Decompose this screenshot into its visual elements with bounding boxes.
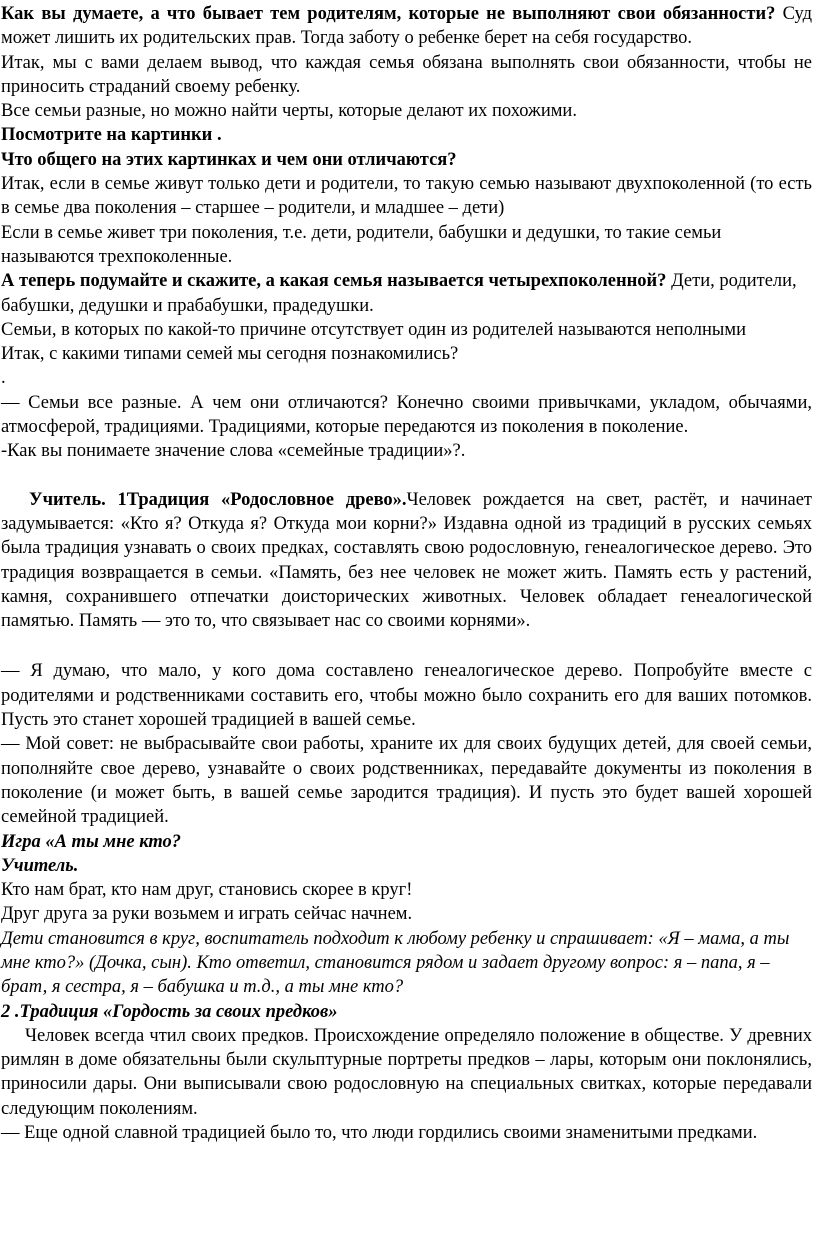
question-bold: Как вы думаете, а что бывает тем родителям, которые не выполняют свои обязанности? bbox=[1, 4, 776, 24]
paragraph-three-generation: Если в семье живет три поколения, т.е. дети, родители, бабушки и дедушки, то такие семьи называются трехпоколенные. bbox=[1, 222, 722, 267]
paragraph-single-parent: Семьи, в которых по какой-то причине отсутствует один из родителей называются неполными bbox=[1, 319, 746, 340]
heading-game: Игра «А ты мне кто? bbox=[1, 831, 181, 852]
paragraph-famous-ancestors: — Еще одной славной традицией было то, что люди гордились своими знаменитыми предками. bbox=[1, 1123, 758, 1144]
paragraph-consequences bbox=[1, 2, 812, 51]
rhyme-line-1: Кто нам брат, кто нам друг, становись скорее в круг! bbox=[1, 880, 413, 901]
blank-line bbox=[1, 464, 812, 488]
paragraph-teacher-advice: — Мой совет: не выбрасывайте свои работы, храните их для своих будущих детей, для своей семьи, пополняйте свое дерево, узнавайте о своих родственниках, передавайте документы из поколения в поколение (и может быть, в вашей семье зародится традиция). И пусть это будет вашей хорошей семейной традицией. bbox=[1, 734, 812, 828]
answer-text: Суд может лишить их родительских прав. Тогда заботу о ребенке берет на себя государство. bbox=[1, 4, 812, 49]
paragraph-traditions: — Семьи все разные. А чем они отличаются? Конечно своими привычками, укладом, обычаями, атмосферой, традициями. Традициями, которые передаются из поколения в поколение. bbox=[1, 392, 812, 438]
family-tree-text: Человек рождается на свет, растёт, и начинает задумывается: «Кто я? Откуда я? Откуда мои корни?» Издавна одной из традиций в русских семьях была традиция узнавать о своих предках, составлять свою родословную, генеалогическое дерево. Это традиция возвращается в семьи. «Память, без нее человек не может жить. Память есть у растений, камня, сохранившего отпечатки доисторических животных. Человек обладает генеалогической памятью. Память — это то, что связывает нас со своими корнями». bbox=[1, 489, 812, 632]
rhyme-line-2: Друг друга за руки возьмем и играть сейчас начнем. bbox=[1, 904, 413, 925]
paragraph-families-different: Все семьи разные, но можно найти черты, которые делают их похожими. bbox=[1, 101, 577, 122]
paragraph-ancestors: Человек всегда чтил своих предков. Происхождение определяло положение в обществе. У древних римлян в доме обязательны были скульптурные портреты предков – лары, которым они поклонялись, приносили дары. Они выписывали свою родословную на специальных свитках, которые передавали следующим поколениям. bbox=[1, 1025, 812, 1119]
heading-pride-ancestors: 2 .Традиция «Гордость за своих предков» bbox=[1, 1001, 338, 1022]
paragraph-traditions-question: -Как вы понимаете значение слова «семейные традиции»?. bbox=[1, 441, 466, 462]
paragraph-family-types-question: Итак, с какими типами семей мы сегодня познакомились? bbox=[1, 344, 459, 365]
paragraph-family-tree bbox=[1, 488, 812, 634]
heading-family-tree: Учитель. 1Традиция «Родословное древо». bbox=[29, 489, 407, 510]
paragraph-conclusion: Итак, мы с вами делаем вывод, что каждая семья обязана выполнять свои обязанности, чтобы не приносить страданий своему ребенку. bbox=[1, 52, 812, 97]
paragraph-two-generation: Итак, если в семье живут только дети и родители, то такую семью называют двухпоколенной (то есть в семье два поколения – старшее – родители, и младшее – дети) bbox=[1, 174, 812, 219]
paragraph-dot: . bbox=[1, 368, 6, 389]
paragraph-game-instructions: Дети становится в круг, воспитатель подходит к любому ребенку и спрашивает: «Я – мама, а ты мне кто?» (Дочка, сын). Кто ответил, становится рядом и задает другому вопрос: я – папа, я – брат, я сестра, я – бабушка и т.д., а ты мне кто? bbox=[1, 928, 790, 998]
answer-four-generation: Дети, родители, бабушки, дедушки и прабабушки, прадедушки. bbox=[1, 271, 797, 316]
label-teacher: Учитель. bbox=[1, 855, 79, 876]
prompt-compare-pictures: Что общего на этих картинках и чем они отличаются? bbox=[1, 149, 457, 170]
question-four-generation: А теперь подумайте и скажите, а какая семья называется четырехпоколенной? bbox=[1, 271, 667, 292]
paragraph-four-generation bbox=[1, 269, 812, 318]
paragraph-genealogy-advice: — Я думаю, что мало, у кого дома составлено генеалогическое дерево. Попробуйте вместе с родителями и родственниками составить его, чтобы можно было сохранить его для ваших потомков. Пусть это станет хорошей традицией в вашей семье. bbox=[1, 661, 812, 731]
prompt-look-at-pictures: Посмотрите на картинки . bbox=[1, 125, 222, 146]
blank-line bbox=[1, 633, 812, 659]
